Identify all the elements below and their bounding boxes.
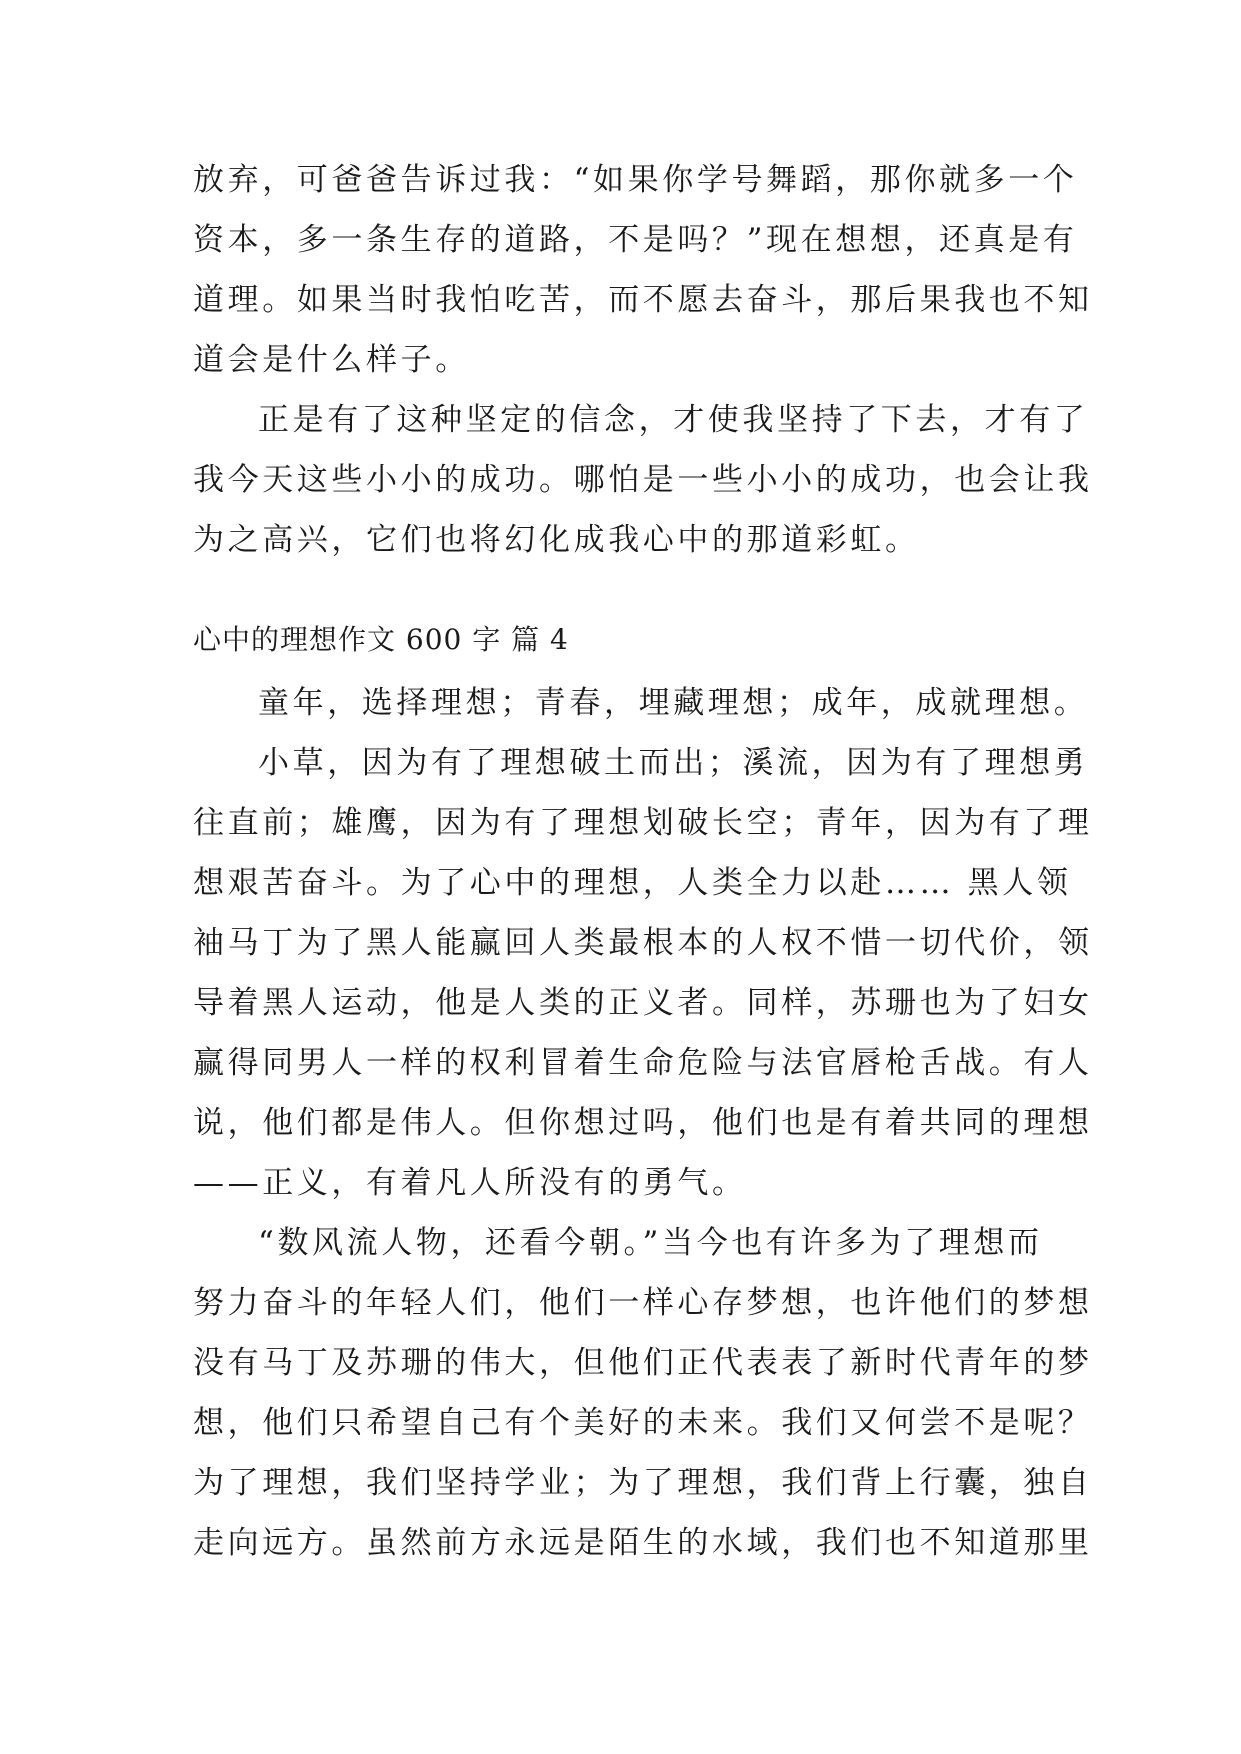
- paragraph-line: 想艰苦奋斗。为了心中的理想，人类全力以赴…… 黑人领: [193, 865, 1072, 901]
- paragraph-line: 小草，因为有了理想破土而出；溪流，因为有了理想勇: [258, 745, 1089, 781]
- paragraph-line: 正是有了这种坚定的信念，才使我坚持了下去，才有了: [258, 402, 1089, 438]
- paragraph-line: 放弃，可爸爸告诉过我：“如果你学号舞蹈，那你就多一个: [193, 162, 1078, 198]
- paragraph-line: 导着黑人运动，他是人类的正义者。同样，苏珊也为了妇女: [193, 985, 1093, 1021]
- paragraph-line: 为之高兴，它们也将幻化成我心中的那道彩虹。: [193, 522, 920, 558]
- paragraph-line: 努力奋斗的年轻人们，他们一样心存梦想，也许他们的梦想: [193, 1285, 1093, 1321]
- paragraph-line: 童年，选择理想；青春，埋藏理想；成年，成就理想。: [258, 685, 1089, 721]
- paragraph-line: 走向远方。虽然前方永远是陌生的水域，我们也不知道那里: [193, 1525, 1093, 1561]
- paragraph-line: ——正义，有着凡人所没有的勇气。: [193, 1165, 747, 1201]
- paragraph-line: 袖马丁为了黑人能赢回人类最根本的人权不惜一切代价，领: [193, 925, 1093, 961]
- paragraph-line: 道会是什么样子。: [193, 342, 470, 378]
- paragraph-line: 资本，多一条生存的道路，不是吗？”现在想想，还真是有: [193, 222, 1078, 258]
- paragraph-line: 道理。如果当时我怕吃苦，而不愿去奋斗，那后果我也不知: [193, 282, 1093, 318]
- section-heading: 心中的理想作文 600 字 篇 4: [193, 623, 569, 656]
- paragraph-line: 想，他们只希望自己有个美好的未来。我们又何尝不是呢？: [193, 1405, 1093, 1441]
- paragraph-line: 赢得同男人一样的权利冒着生命危险与法官唇枪舌战。有人: [193, 1045, 1093, 1081]
- paragraph-line: 往直前；雄鹰，因为有了理想划破长空；青年，因为有了理: [193, 805, 1093, 841]
- paragraph-line: 没有马丁及苏珊的伟大，但他们正代表表了新时代青年的梦: [193, 1345, 1093, 1381]
- paragraph-line: 说，他们都是伟人。但你想过吗，他们也是有着共同的理想: [193, 1105, 1093, 1141]
- paragraph-line: “数风流人物，还看今朝。”当今也有许多为了理想而: [258, 1225, 1043, 1261]
- paragraph-line: 为了理想，我们坚持学业；为了理想，我们背上行囊，独自: [193, 1465, 1093, 1501]
- paragraph-line: 我今天这些小小的成功。哪怕是一些小小的成功，也会让我: [193, 462, 1093, 498]
